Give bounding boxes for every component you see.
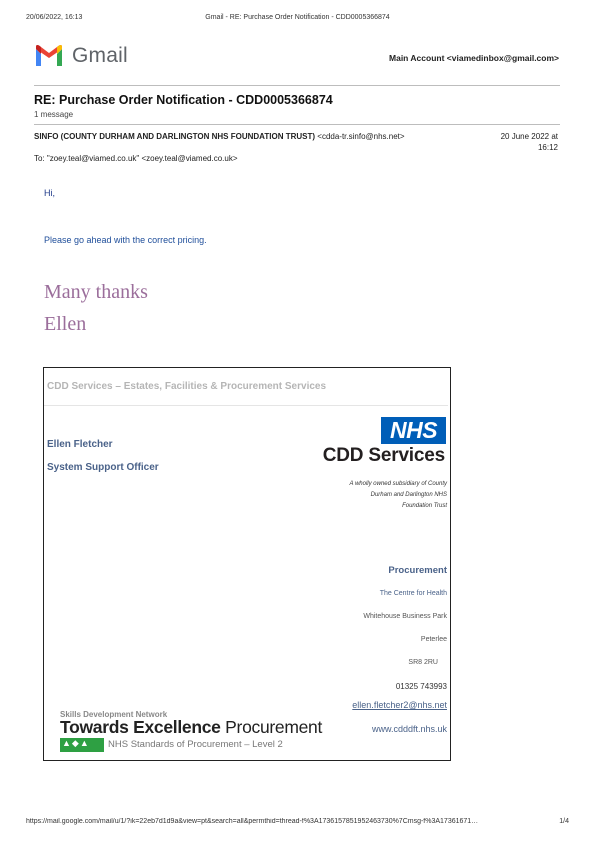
signature-divider — [44, 405, 448, 406]
sender-email: <cdda-tr.sinfo@nhs.net> — [317, 132, 405, 141]
print-datetime: 20/06/2022, 16:13 — [26, 14, 83, 21]
subsidiary-line-1: A wholly owned subsidiary of County — [349, 481, 447, 487]
message-body: Please go ahead with the correct pricing. — [44, 235, 207, 245]
gmail-logo-icon — [34, 44, 64, 68]
greeting: Hi, — [44, 188, 55, 198]
page-number: 1/4 — [559, 818, 569, 825]
department: Procurement — [388, 565, 447, 576]
closing: Many thanks — [44, 281, 148, 303]
signature-role: System Support Officer — [47, 462, 159, 473]
badge-title-bold: Towards Excellence — [60, 717, 221, 737]
badge-title-rest: Procurement — [220, 717, 323, 737]
address-line-1: The Centre for Health — [379, 590, 447, 597]
signature-heading: CDD Services – Estates, Facilities & Procurement Services — [47, 381, 327, 392]
message-count: 1 message — [34, 110, 74, 119]
address-line-2: Whitehouse Business Park — [363, 613, 447, 620]
subsidiary-line-2: Durham and Darlington NHS — [370, 492, 447, 498]
signoff-name: Ellen — [44, 313, 87, 335]
signature-website[interactable]: www.cdddft.nhs.uk — [371, 724, 447, 734]
thread-subject: RE: Purchase Order Notification - CDD0005366874 — [34, 93, 333, 107]
phone-number: 01325 743993 — [395, 682, 447, 691]
address-line-4: SR8 2RU — [408, 659, 438, 666]
nhs-logo-text: NHS — [389, 417, 438, 443]
date-line-1: 20 June 2022 at — [500, 132, 558, 141]
badge-standards: NHS Standards of Procurement – Level 2 — [108, 739, 283, 750]
sender-line — [34, 131, 424, 142]
subsidiary-line-3: Foundation Trust — [402, 503, 447, 509]
header-divider — [34, 85, 560, 86]
thread-divider — [34, 124, 560, 125]
print-title: Gmail - RE: Purchase Order Notification - CDD0005366874 — [205, 14, 390, 21]
signature-email-link[interactable]: ellen.fletcher2@nhs.net — [352, 700, 447, 710]
brand-name: CDD Services — [322, 445, 445, 466]
gmail-wordmark: Gmail — [72, 44, 128, 67]
badge-glyph-icon: ▲◆▲ — [62, 738, 90, 748]
print-url: https://mail.google.com/mail/u/1/?ik=22eb7d1d9a&view=pt&search=all&permthid=thread-f%3A1736157851952463730%7Cmsg-f%3A17361671… — [26, 818, 479, 825]
badge-network: Skills Development Network — [60, 710, 168, 719]
sender-name: SINFO (COUNTY DURHAM AND DARLINGTON NHS FOUNDATION TRUST) — [34, 132, 316, 141]
date-line-2: 16:12 — [537, 143, 558, 152]
recipient-line: To: "zoey.teal@viamed.co.uk" <zoey.teal@viamed.co.uk> — [34, 154, 238, 163]
message-date — [458, 131, 558, 153]
address-line-3: Peterlee — [420, 636, 447, 643]
signature-name: Ellen Fletcher — [47, 439, 113, 450]
account-label: Main Account <viamedinbox@gmail.com> — [389, 53, 559, 63]
badge-title — [60, 717, 322, 738]
